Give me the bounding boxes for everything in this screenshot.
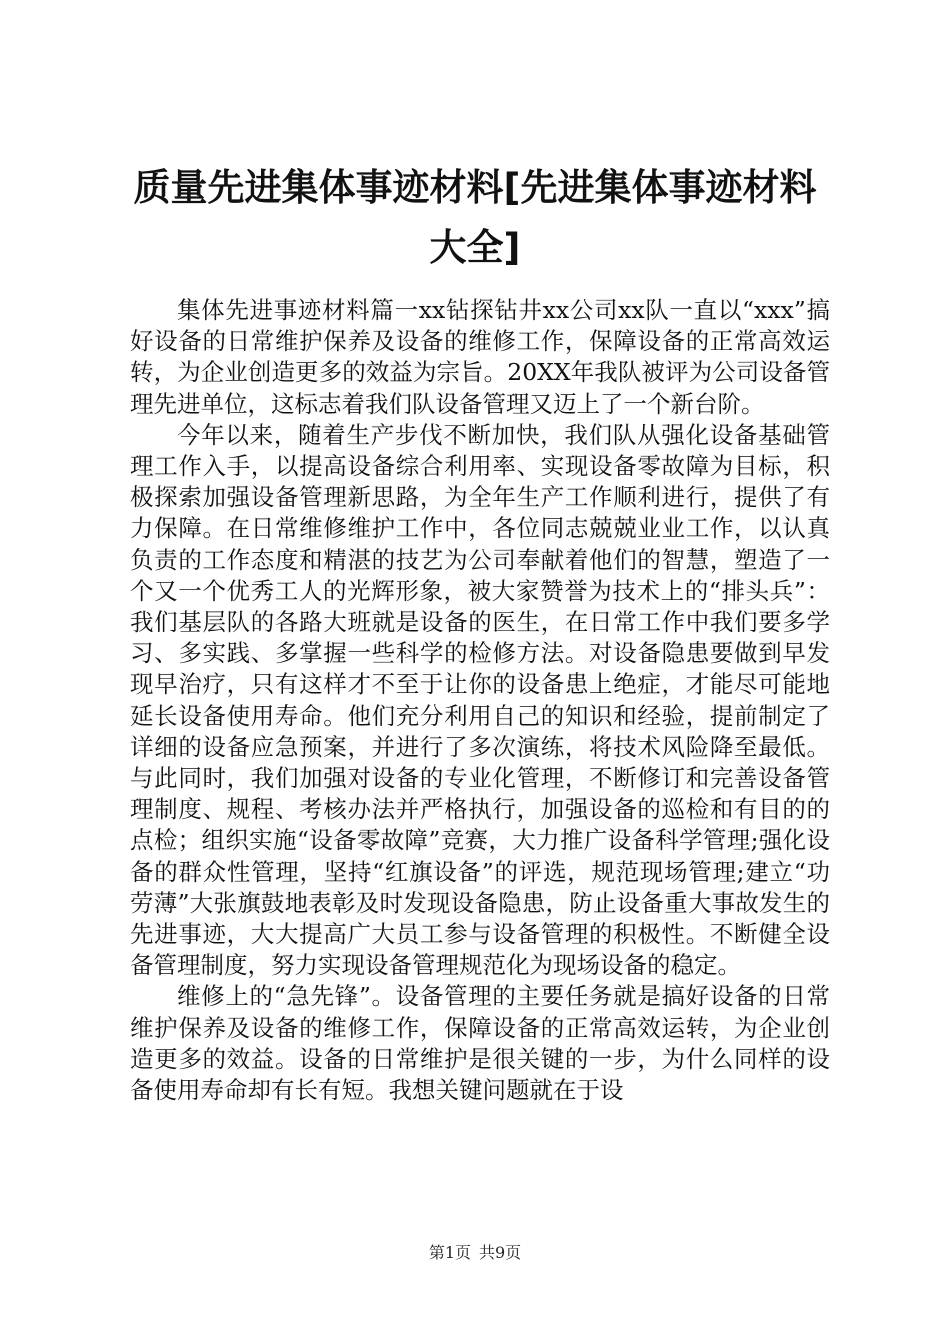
paragraph: 维修上的“急先锋”。设备管理的主要任务就是搞好设备的日常维护保养及设备的维修工作，保障设备的正常高效运转，为企业创造更多的效益。设备的日常维护是很关键的一步，为什么同样的设备使用寿命却有长有短。我想关键问题就在于设 — [130, 982, 830, 1105]
paragraph: 今年以来，随着生产步伐不断加快，我们队从强化设备基础管理工作入手，以提高设备综合利用率、实现设备零故障为目标，积极探索加强设备管理新思路，为全年生产工作顺利进行，提供了有力保障。在日常维修维护工作中，各位同志兢兢业业工作，以认真负责的工作态度和精湛的技艺为公司奉献着他们的智慧，塑造了一个又一个优秀工人的光辉形象，被大家赞誉为技术上的“排头兵”：我们基层队的各路大班就是设备的医生，在日常工作中我们要多学习、多实践、多掌握一些科学的检修方法。对设备隐患要做到早发现早治疗，只有这样才不至于让你的设备患上绝症，才能尽可能地延长设备使用寿命。他们充分利用自己的知识和经验，提前制定了详细的设备应急预案，并进行了多次演练，将技术风险降至最低。与此同时，我们加强对设备的专业化管理，不断修订和完善设备管理制度、规程、考核办法并严格执行，加强设备的巡检和有目的的点检；组织实施“设备零故障”竞赛，大力推广设备科学管理;强化设备的群众性管理，坚持“红旗设备”的评选，规范现场管理;建立“功劳薄”大张旗鼓地表彰及时发现设备隐患，防止设备重大事故发生的先进事迹，大大提高广大员工参与设备管理的积极性。不断健全设备管理制度，努力实现设备管理规范化为现场设备的稳定。 — [130, 420, 830, 980]
paragraph: 集体先进事迹材料篇一xx钻探钻井xx公司xx队一直以“xxx”搞好设备的日常维护保养及设备的维修工作，保障设备的正常高效运转，为企业创造更多的效益为宗旨。20XX年我队被评为公司设备管理先进单位，这标志着我们队设备管理又迈上了一个新台阶。 — [130, 296, 830, 418]
page-total: 共9页 — [479, 1243, 522, 1262]
page-footer — [0, 1240, 950, 1263]
page-number: 第1页 — [428, 1243, 471, 1262]
document-title: 质量先进集体事迹材料[先进集体事迹材料大全] — [133, 166, 817, 269]
document-body — [130, 295, 830, 1106]
